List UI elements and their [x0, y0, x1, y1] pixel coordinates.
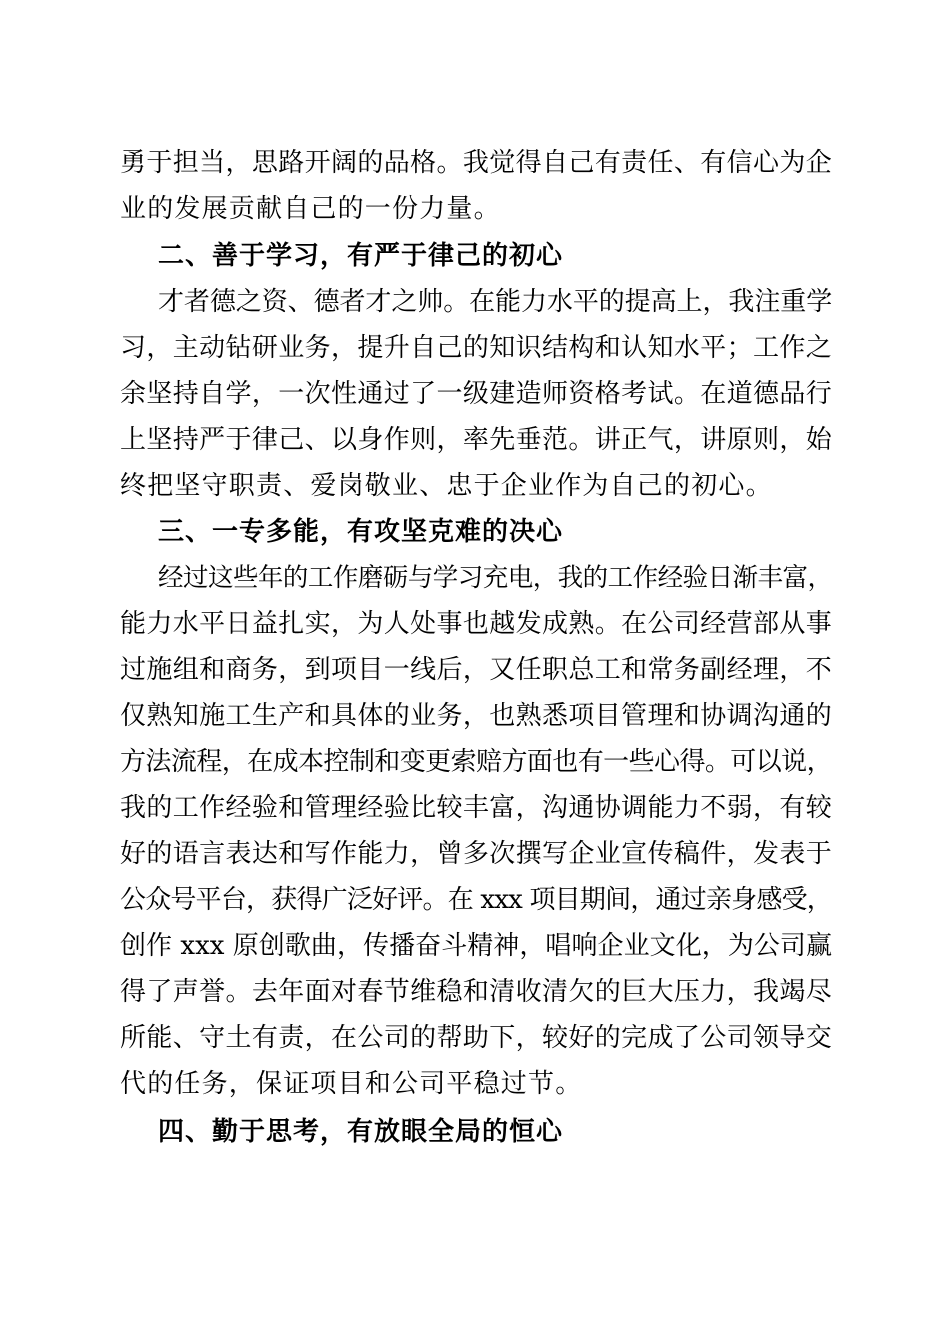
section-heading: 二、善于学习，有严于律己的初心 [158, 241, 564, 271]
paragraph-line: 习，主动钻研业务，提升自己的知识结构和认知水平；工作之 [120, 333, 832, 363]
paragraph-line: 能力水平日益扎实，为人处事也越发成熟。在公司经营部从事 [120, 609, 832, 639]
paragraph-line: 创作 xxx 原创歌曲，传播奋斗精神，唱响企业文化，为公司赢 [120, 931, 832, 961]
paragraph-line: 过施组和商务，到项目一线后，又任职总工和常务副经理，不 [120, 655, 832, 685]
intro-line: 业的发展贡献自己的一份力量。 [120, 194, 501, 224]
paragraph-line: 终把坚守职责、爱岗敬业、忠于企业作为自己的初心。 [120, 471, 773, 501]
paragraph-line: 方法流程，在成本控制和变更索赔方面也有一些心得。可以说， [120, 747, 832, 777]
paragraph-line: 上坚持严于律己、以身作则，率先垂范。讲正气，讲原则，始 [120, 425, 832, 455]
intro-line: 勇于担当，思路开阔的品格。我觉得自己有责任、有信心为企 [120, 148, 832, 178]
paragraph-line: 好的语言表达和写作能力，曾多次撰写企业宣传稿件，发表于 [120, 839, 832, 869]
paragraph-line: 经过这些年的工作磨砺与学习充电，我的工作经验日渐丰富， [158, 563, 832, 593]
paragraph-line: 代的任务，保证项目和公司平稳过节。 [120, 1069, 583, 1099]
paragraph-line: 才者德之资、德者才之帅。在能力水平的提高上，我注重学 [158, 287, 832, 317]
paragraph-line: 我的工作经验和管理经验比较丰富，沟通协调能力不弱，有较 [120, 793, 832, 823]
paragraph-line: 余坚持自学，一次性通过了一级建造师资格考试。在道德品行 [120, 379, 832, 409]
section-heading: 四、勤于思考，有放眼全局的恒心 [158, 1117, 564, 1147]
paragraph-line: 仅熟知施工生产和具体的业务，也熟悉项目管理和协调沟通的 [120, 701, 832, 731]
paragraph-line: 得了声誉。去年面对春节维稳和清收清欠的巨大压力，我竭尽 [120, 977, 832, 1007]
section-heading: 三、一专多能，有攻坚克难的决心 [158, 517, 564, 547]
paragraph-line: 所能、守土有责，在公司的帮助下，较好的完成了公司领导交 [120, 1023, 832, 1053]
paragraph-line: 公众号平台，获得广泛好评。在 xxx 项目期间，通过亲身感受， [120, 885, 832, 915]
